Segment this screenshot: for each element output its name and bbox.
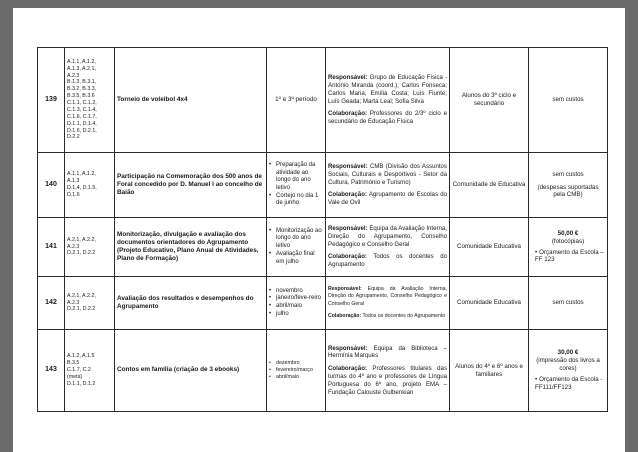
responsibles-cell: Responsável: Equipa da Avaliação Interna, Direção do Agrupamento, Conselho Pedagógico e Conselho Geral Colaboração: Todos os docentes do Agrupamento: [326, 277, 450, 330]
objective-codes: A.1.1, A.1.2, A.1.3, A.2.1, A.2.3 B.1.3, B.3.1, B.3.2, B.3.3, B.3.5, B.3.6 C.1.1, C.1.2, C.1.3, C.1.4, C.1.6, C.1.7, D.1.1, D.1.4, D.1.6, D.2.1, D.2.2: [65, 48, 115, 153]
activity-period: 1º e 3º período: [267, 48, 326, 153]
target-audience: Comunidade Educativa: [450, 218, 529, 277]
activity-number: 140: [38, 153, 65, 218]
cost-cell: sem custos: [529, 277, 608, 330]
responsibles-cell: Responsável: CMB (Divisão dos Assuntos Sociais, Culturais e Desportivos - Setor da Cultura, Património e Turismo) Colaboração: Agrupamento de Escolas do Vale de Ovil: [326, 153, 450, 218]
table-row: [38, 330, 608, 412]
activity-number: 142: [38, 277, 65, 330]
activity-period: • Preparação da atividade ao longo do ano letivo • Cortejo no dia 1 de junho: [267, 153, 326, 218]
cost-cell: sem custos (despesas suportadas pela CMB): [529, 153, 608, 218]
cost-cell: 30,00 € (impressão dos livros a cores) • Orçamento da Escola -FF111/FF123: [529, 330, 608, 412]
activity-period: • novembro • janeiro/feve-reiro • abril/maio • julho: [267, 277, 326, 330]
target-audience: Alunos do 3º ciclo e secundário: [450, 48, 529, 153]
target-audience: Comunidade de Educativa: [450, 153, 529, 218]
objective-codes: A.1.1, A.1.2, A.1.3 D.1.4, D.1.5, D.1.6: [65, 153, 115, 218]
table-row: [38, 218, 608, 277]
responsibles-cell: Responsável: Grupo de Educação Física - António Miranda (coord.); Carlos Fonseca; Carlos Maria; Emília Costa; Luís Fiunte; Luís Geada; Marta Leal; Sofia Silva Colaboração: Professores do 2/3º ciclo e secundário de Educação Física: [326, 48, 450, 153]
activity-number: 139: [38, 48, 65, 153]
activity-title: Contos em família (criação de 3 ebooks): [115, 330, 267, 412]
activity-number: 141: [38, 218, 65, 277]
activity-title: Avaliação dos resultados e desempenhos do Agrupamento: [115, 277, 267, 330]
activity-period: • dezembro • fevereiro/março • abril/maio: [267, 330, 326, 412]
activity-plan-table: [37, 47, 608, 412]
objective-codes: A.1.2, A.1.5 B.3.5 C.1.7, C.2 (meta) D.1.1, D.1.2: [65, 330, 115, 412]
activity-number: 143: [38, 330, 65, 412]
objective-codes: A.2.1, A.2.2, A.2.3 D.2.1, D.2.2: [65, 277, 115, 330]
target-audience: Alunos do 4º e 6º anos e familiares: [450, 330, 529, 412]
responsibles-cell: Responsável: Equipa da Avaliação Interna, Direção do Agrupamento, Conselho Pedagógico e Conselho Geral Colaboração: Todos os docentes do Agrupamento: [326, 218, 450, 277]
table-row: [38, 153, 608, 218]
responsibles-cell: Responsável: Equipa da Biblioteca – Hermínia Marques Colaboração: Professores titulares das turmas do 4º ano e professores de Língua Portuguesa do 6º ano, projeto EMA – Fundação Calouste Gulbenkian: [326, 330, 450, 412]
activity-title: Torneio de voleibol 4x4: [115, 48, 267, 153]
objective-codes: A.2.1, A.2.2, A.2.3 D.2.1, D.2.2: [65, 218, 115, 277]
table-row: [38, 48, 608, 153]
target-audience: Comunidade Educativa: [450, 277, 529, 330]
activity-period: • Monitorização ao longo do ano letivo • Avaliação final em julho: [267, 218, 326, 277]
activity-title: Monitorização, divulgação e avaliação dos documentos orientadores do Agrupamento (Projeto Educativo, Plano Anual de Atividades, Plano de Formação): [115, 218, 267, 277]
table-row: [38, 277, 608, 330]
cost-cell: sem custos: [529, 48, 608, 153]
cost-cell: 50,00 € (fotocópias) • Orçamento da Escola – FF 123: [529, 218, 608, 277]
activity-title: Participação na Comemoração dos 500 anos de Foral concedido por D. Manuel I ao concelho de Baião: [115, 153, 267, 218]
